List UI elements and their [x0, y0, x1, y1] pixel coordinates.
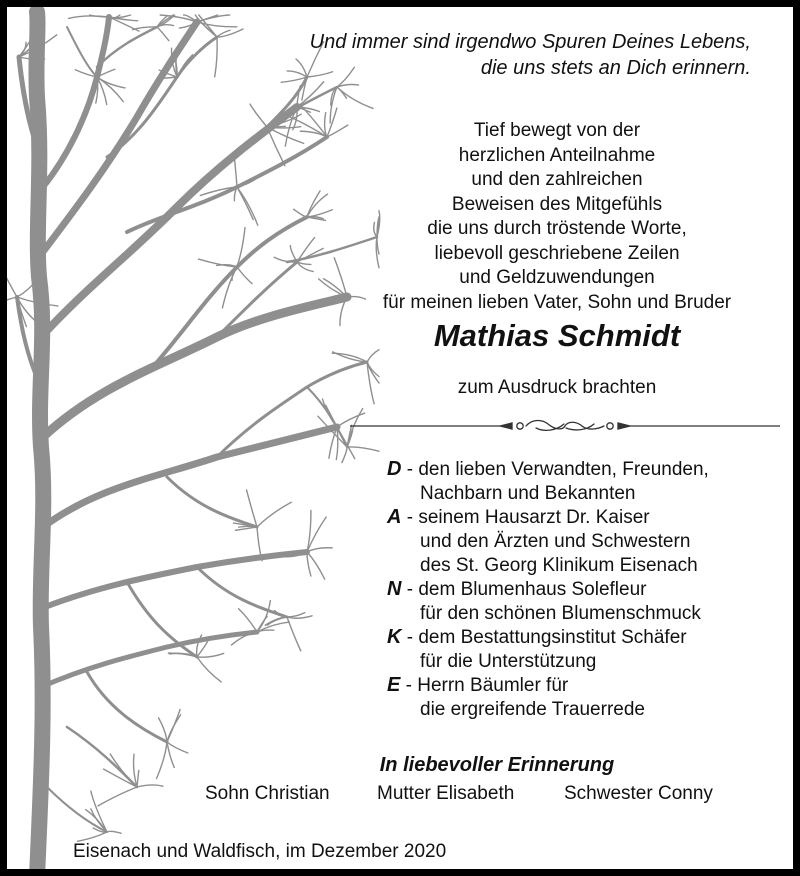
- tree-twig: [307, 548, 332, 552]
- tree-twig: [157, 27, 169, 41]
- acrostic-continuation: für die Unterstützung: [420, 651, 597, 672]
- thanks-line: und den zahlreichen: [471, 169, 643, 190]
- tree-twig: [336, 427, 338, 460]
- ornamental-divider: [350, 415, 780, 437]
- tree-twig: [307, 194, 328, 217]
- tree-twig: [294, 209, 307, 217]
- tree-twig: [307, 72, 333, 77]
- verse-line-1: Und immer sind irgendwo Spuren Deines Lebens,: [309, 31, 751, 53]
- tree-twig: [134, 754, 137, 787]
- tree-branches: [17, 12, 377, 876]
- place-date: Eisenach und Waldfisch, im Dezember 2020: [73, 841, 447, 862]
- family-member: Schwester Conny: [564, 783, 713, 804]
- acrostic-entry-a: A - seinem Hausarzt Dr. Kaiser und den Ärzten und Schwestern des St. Georg Klinikum Eisenach: [387, 506, 698, 576]
- tree-twig: [197, 653, 224, 657]
- tree-twig: [97, 77, 123, 102]
- tree-twig: [267, 127, 285, 166]
- tree-twig: [107, 831, 121, 833]
- tree-twig: [239, 609, 257, 632]
- tree-twig: [250, 104, 267, 127]
- closing-title: In liebevoller Erinnerung: [379, 754, 615, 776]
- tree-twig: [323, 279, 347, 297]
- tree-twig: [257, 502, 291, 527]
- tree-twig: [347, 447, 379, 451]
- thanks-paragraph: [347, 119, 767, 315]
- acrostic-entry-e: E - Herrn Bäumler für die ergreifende Trauerrede: [387, 674, 645, 720]
- acrostic-continuation: des St. Georg Klinikum Eisenach: [420, 555, 698, 576]
- tree-twig: [337, 87, 347, 98]
- acrostic-letter: K: [387, 626, 402, 648]
- family-member: Mutter Elisabeth: [377, 783, 515, 804]
- acrostic-text: dem Blumenhaus Solefleur: [418, 579, 647, 600]
- tree-twig: [247, 490, 257, 527]
- acrostic-entry-d: D - den lieben Verwandten, Freunden, Nachbarn und Bekannten: [387, 458, 709, 504]
- acrostic-continuation: die ergreifende Trauerrede: [420, 699, 645, 720]
- tree-twig: [215, 37, 217, 77]
- thanks-line: Beweisen des Mitgefühls: [451, 193, 663, 215]
- acrostic-letter: N: [387, 578, 402, 600]
- tree-twig: [197, 657, 221, 682]
- thanks-line: für meinen lieben Vater, Sohn und Bruder: [382, 291, 732, 313]
- tree-twig: [167, 710, 180, 742]
- verse-line-2: die uns stets an Dich erinnern.: [480, 57, 751, 79]
- acrostic-letter: A: [387, 506, 402, 528]
- tree-twig: [237, 267, 252, 284]
- thanks-line: die uns durch tröstende Worte,: [427, 218, 687, 239]
- family-member: Sohn Christian: [205, 783, 330, 804]
- tree-twig: [237, 187, 253, 220]
- thanks-line: und Geldzuwendungen: [459, 267, 655, 288]
- tree-twig: [7, 260, 17, 297]
- acrostic-letter: D: [387, 458, 402, 480]
- acrostic-text: dem Bestattungsinstitut Schäfer: [418, 627, 687, 648]
- tree-twig: [287, 71, 307, 77]
- acrostic-entry-k: K - dem Bestattungsinstitut Schäfer für die Unterstützung: [387, 626, 687, 672]
- tree-twig: [137, 785, 163, 787]
- acrostic-continuation: und den Ärzten und Schwestern: [420, 531, 691, 552]
- tree-twig: [137, 770, 139, 787]
- tree-twig: [167, 742, 188, 753]
- tree-twig: [157, 742, 167, 778]
- acrostic-text: seinem Hausarzt Dr. Kaiser: [418, 507, 650, 528]
- tree-twig: [91, 791, 107, 832]
- tree-twig: [307, 191, 320, 217]
- thanks-line: herzlichen Anteilnahme: [458, 144, 656, 166]
- tree-twig: [337, 87, 373, 108]
- tree-twig: [342, 447, 347, 463]
- tree-twig: [78, 832, 107, 841]
- thanks-line: liebevoll geschriebene Zeilen: [434, 242, 680, 264]
- acrostic-continuation: für den schönen Blumenschmuck: [420, 603, 701, 624]
- acrostic-text: den lieben Verwandten, Freunden,: [418, 459, 709, 480]
- tree-twig: [287, 613, 305, 617]
- deceased-name: Mathias Schmidt: [433, 318, 681, 353]
- tree-twig: [98, 787, 137, 806]
- acrostic-letter: E: [387, 674, 401, 696]
- expressed-line: zum Ausdruck brachten: [457, 377, 657, 398]
- tree-twig: [307, 552, 325, 579]
- acrostic-entry-n: N - dem Blumenhaus Solefleur für den schönen Blumenschmuck: [387, 578, 701, 624]
- tree-twig: [287, 617, 301, 651]
- thanks-line: Tief bewegt von der: [473, 120, 641, 141]
- acrostic-continuation: Nachbarn und Bekannten: [420, 483, 636, 504]
- acrostic-text: Herrn Bäumler für: [417, 675, 569, 696]
